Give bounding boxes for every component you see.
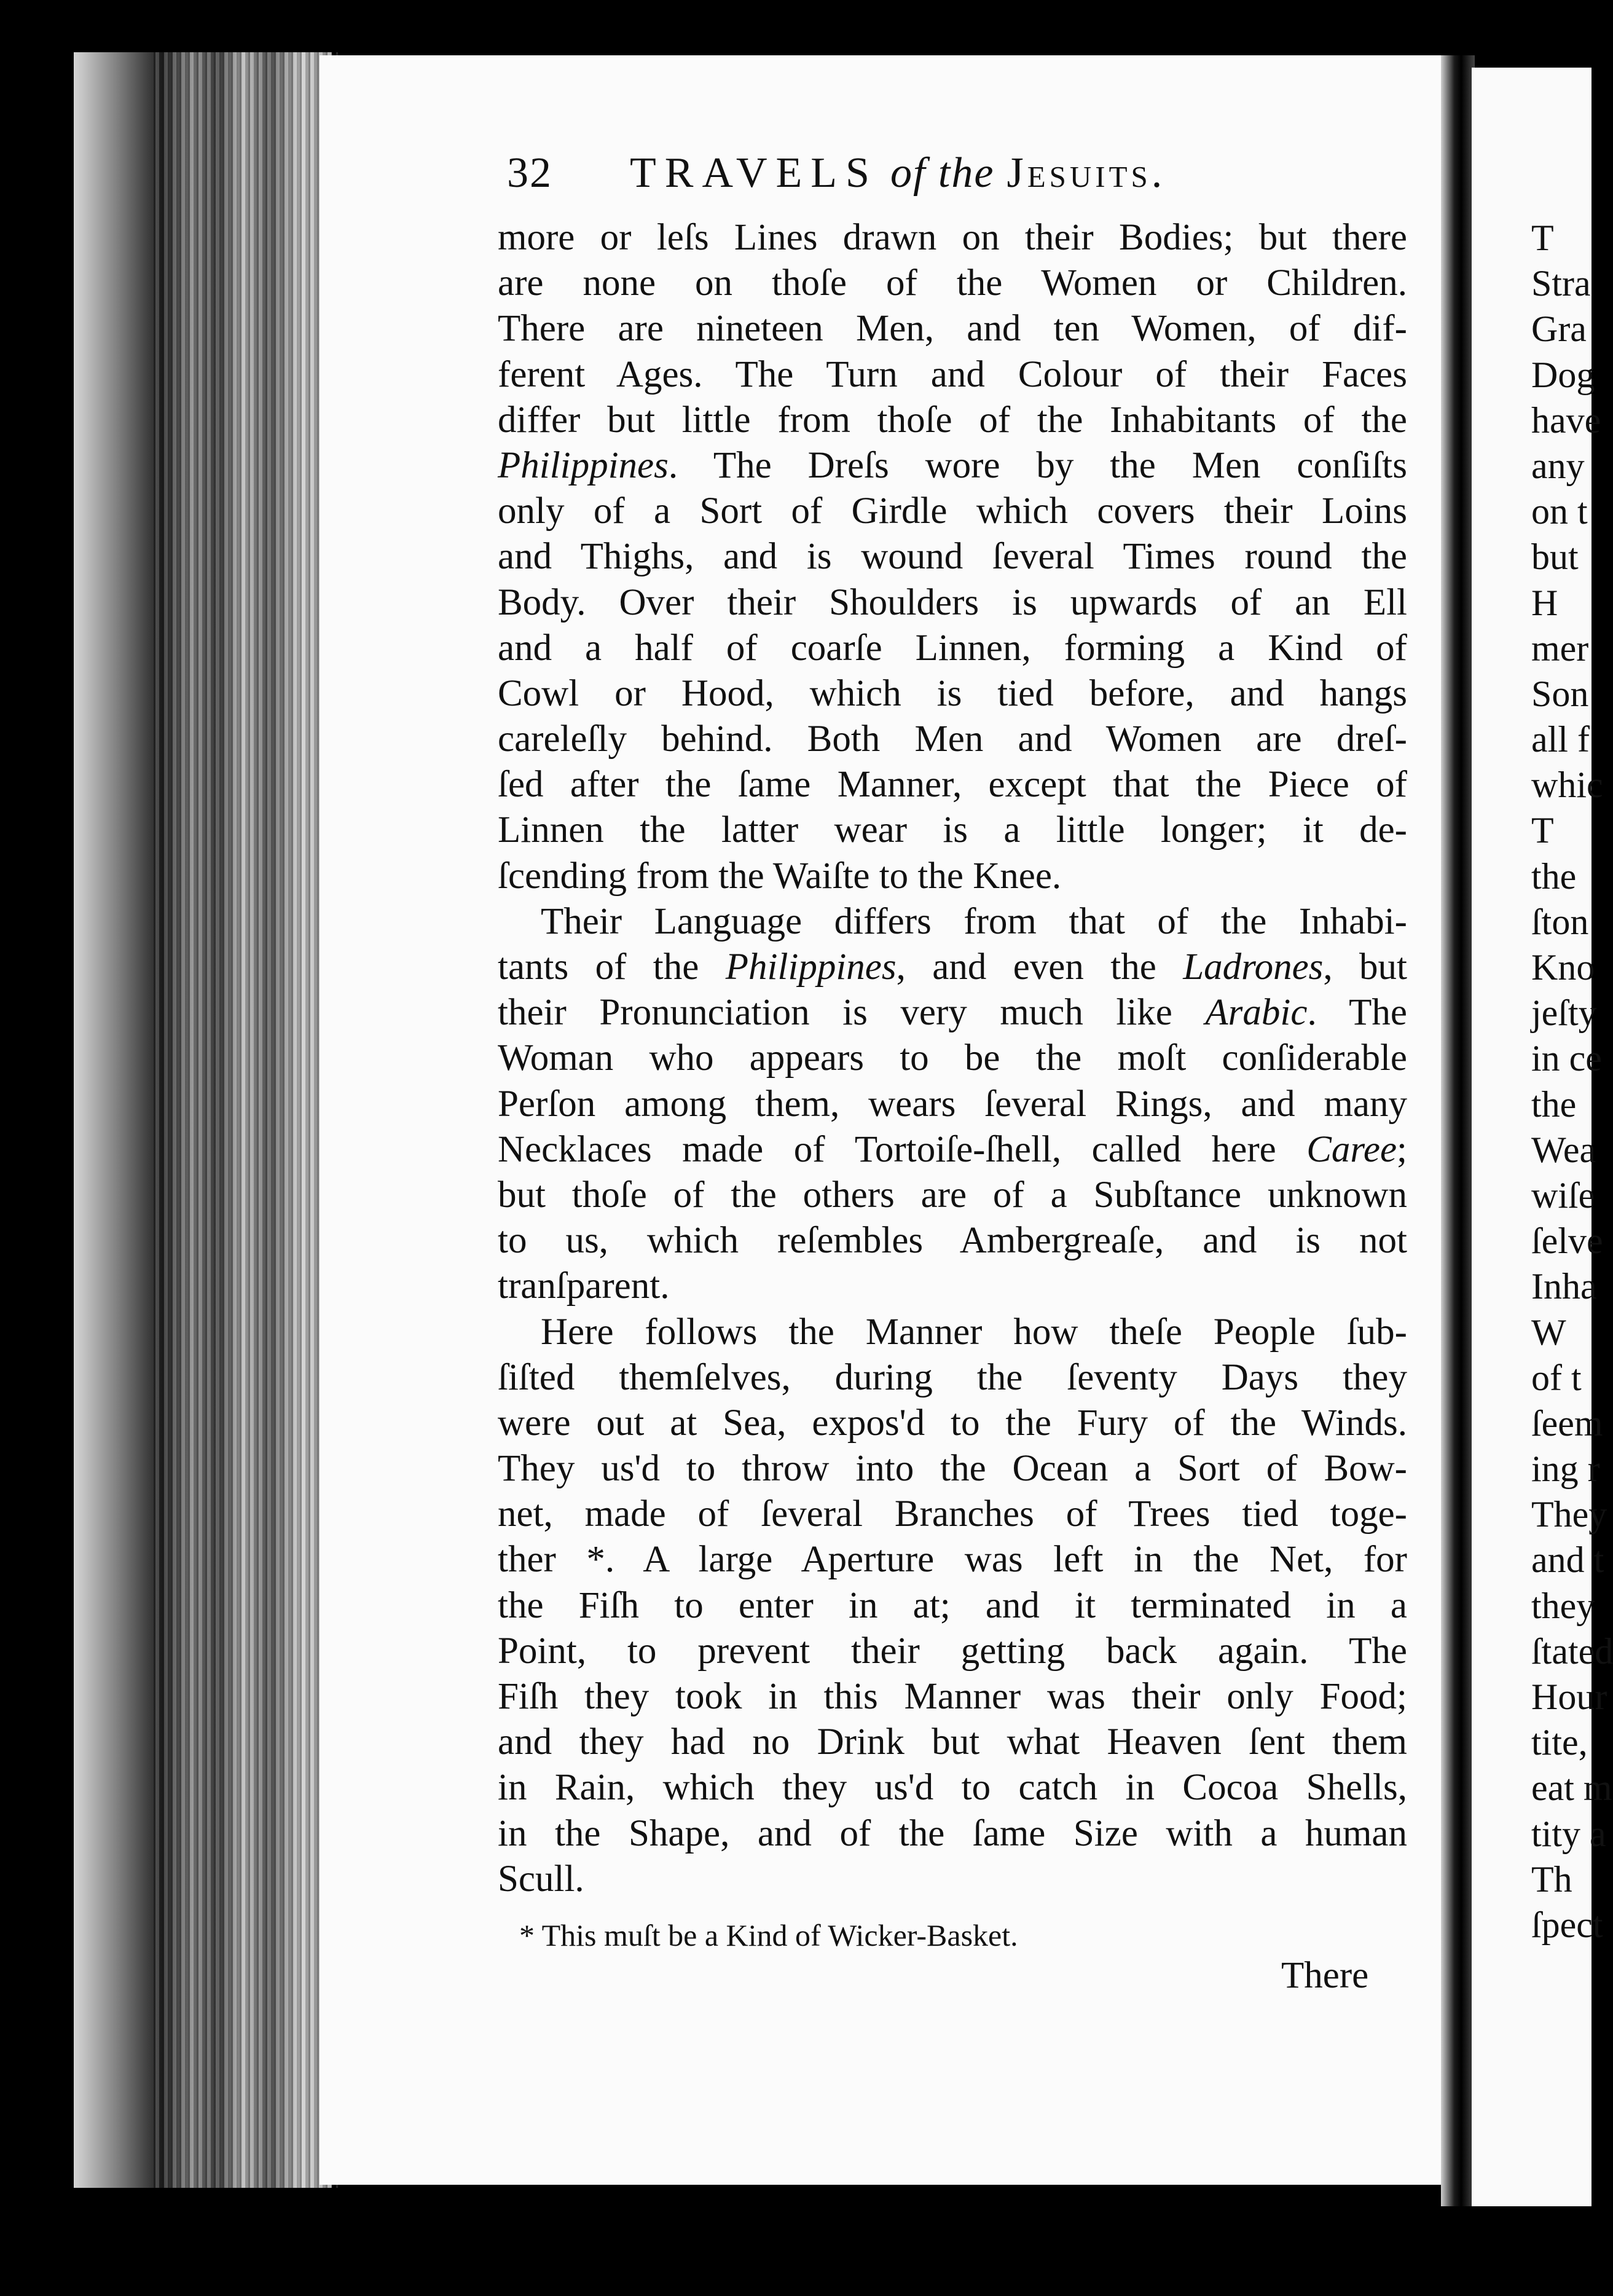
- right-page-fragment: in ce: [1531, 1038, 1602, 1079]
- footnote: * This muſt be a Kind of Wicker-Basket.: [519, 1918, 1018, 1952]
- text-line: and a half of coarſe Linnen, forming a Kind of: [498, 627, 1407, 669]
- text-line: differ but little from thoſe of the Inhabitants of the: [498, 399, 1407, 441]
- right-page-fragment: ſton: [1531, 901, 1589, 942]
- text-line: careleſly behind. Both Men and Women are dreſ-: [498, 718, 1407, 760]
- text-line: more or leſs Lines drawn on their Bodies; but there: [498, 217, 1407, 258]
- text-line: and Thighs, and is wound ſeveral Times round the: [498, 536, 1407, 578]
- text-line: net, made of ſeveral Branches of Trees tied toge-: [498, 1493, 1407, 1535]
- right-page-fragment: T: [1531, 810, 1554, 851]
- page-fold: [1441, 55, 1475, 2206]
- right-page-fragment: Th: [1531, 1858, 1572, 1900]
- right-page-fragment: Stra: [1531, 263, 1591, 304]
- running-title-jesuits: Jesuits.: [1007, 149, 1166, 197]
- text-line: to us, which reſembles Ambergreaſe, and is not: [498, 1220, 1407, 1262]
- right-page-fragment: mer: [1531, 627, 1589, 669]
- right-page-fragment: of t: [1531, 1357, 1582, 1398]
- right-page-text: [1531, 215, 1613, 1948]
- right-page-fragment: any: [1531, 445, 1585, 486]
- right-page-fragment: Kno: [1531, 947, 1595, 988]
- text-line: tants of the Philippines, and even the Ladrones, but: [498, 946, 1407, 988]
- right-page-fragment: the: [1531, 1083, 1577, 1125]
- text-line: in the Shape, and of the ſame Size with a human: [498, 1812, 1407, 1854]
- text-line: ſiſted themſelves, during the ſeventy Days they: [498, 1356, 1407, 1398]
- running-head: [507, 149, 1293, 204]
- right-page-fragment: ſelve: [1531, 1221, 1603, 1262]
- text-line: Cowl or Hood, which is tied before, and hangs: [498, 672, 1407, 714]
- right-page-fragment: ſtated: [1531, 1630, 1613, 1672]
- text-line: ther *. A large Aperture was left in the Net, for: [498, 1539, 1407, 1581]
- text-line: only of a Sort of Girdle which covers their Loins: [498, 490, 1407, 532]
- catchword: There: [1281, 1955, 1369, 1996]
- text-line: tranſparent.: [498, 1265, 670, 1307]
- text-line: Perſon among them, wears ſeveral Rings, and many: [498, 1083, 1407, 1125]
- right-page-fragment: whic: [1531, 765, 1603, 806]
- right-page-fragment: ing r: [1531, 1449, 1600, 1490]
- text-line: Linnen the latter wear is a little longer; it de-: [498, 809, 1407, 851]
- right-page-fragment: tity a: [1531, 1813, 1606, 1854]
- text-line: ferent Ages. The Turn and Colour of their Faces: [498, 353, 1407, 395]
- text-line: in Rain, which they us'd to catch in Cocoa Shells,: [498, 1767, 1407, 1809]
- text-line: ſed after the ſame Manner, except that the Piece of: [498, 764, 1407, 806]
- right-page-fragment: Dog: [1531, 354, 1595, 395]
- text-line: the Fiſh to enter in at; and it terminated in a: [498, 1584, 1407, 1626]
- text-line: are none on thoſe of the Women or Children.: [498, 262, 1407, 304]
- text-line: Point, to prevent their getting back again. The: [498, 1630, 1407, 1672]
- right-page-fragment: Hour: [1531, 1677, 1607, 1717]
- right-page-fragment: but: [1531, 537, 1579, 578]
- text-line: Woman who appears to be the moſt conſiderable: [498, 1037, 1407, 1079]
- page-number: 32: [507, 149, 552, 197]
- running-title: TRAVELS: [630, 149, 878, 197]
- right-page-fragment: W: [1531, 1311, 1566, 1353]
- right-page-fragment: jeſty: [1531, 993, 1597, 1034]
- right-page-fragment: have: [1531, 399, 1601, 441]
- right-page-fragment: wiſe: [1531, 1174, 1595, 1216]
- right-page-fragment: on t: [1531, 491, 1588, 532]
- text-line: were out at Sea, expos'd to the Fury of the Winds.: [498, 1402, 1407, 1444]
- text-line: ſcending from the Waiſte to the Knee.: [498, 855, 1062, 897]
- right-page-fragment: the: [1531, 855, 1577, 897]
- right-page-fragment: Wea: [1531, 1129, 1596, 1170]
- text-line: and they had no Drink but what Heaven ſent them: [498, 1721, 1407, 1763]
- right-page-fragment: ſeem: [1531, 1402, 1603, 1444]
- right-page-fragment: T: [1531, 218, 1554, 258]
- running-title-of: of the: [890, 149, 995, 197]
- right-page-fragment: Inha: [1531, 1266, 1597, 1307]
- text-line: Body. Over their Shoulders is upwards of an Ell: [498, 581, 1407, 623]
- right-page-fragment: tite,: [1531, 1722, 1588, 1763]
- text-line: Here follows the Manner how theſe People ſub-: [541, 1311, 1407, 1353]
- text-line: Necklaces made of Tortoiſe-ſhell, called here Caree;: [498, 1128, 1407, 1170]
- right-page-fragment: all f: [1531, 719, 1590, 760]
- text-line: but thoſe of the others are of a Subſtance unknown: [498, 1174, 1407, 1216]
- text-line: Fiſh they took in this Manner was their only Food;: [498, 1676, 1407, 1717]
- right-page-fragment: ſpect: [1531, 1904, 1603, 1945]
- right-page-fragment: they: [1531, 1585, 1595, 1626]
- right-page-fragment: H: [1531, 582, 1558, 623]
- page-edges: [154, 52, 338, 2188]
- text-line: They us'd to throw into the Ocean a Sort of Bow-: [498, 1448, 1407, 1490]
- right-page-fragment: They: [1531, 1494, 1607, 1535]
- body-text: [498, 215, 1407, 1902]
- right-page-fragment: Son: [1531, 673, 1589, 714]
- text-line: There are nineteen Men, and ten Women, of dif-: [498, 308, 1407, 350]
- right-page-fragment: Gra: [1531, 309, 1587, 350]
- text-line: Their Language differs from that of the Inhabi-: [541, 900, 1407, 942]
- text-line: their Pronunciation is very much like Arabic. The: [498, 992, 1407, 1034]
- text-line: Philippines. The Dreſs wore by the Men conſiſts: [498, 444, 1407, 486]
- right-page-fragment: eat m: [1531, 1767, 1612, 1809]
- text-line: Scull.: [498, 1858, 584, 1900]
- right-page-fragment: and t: [1531, 1539, 1604, 1581]
